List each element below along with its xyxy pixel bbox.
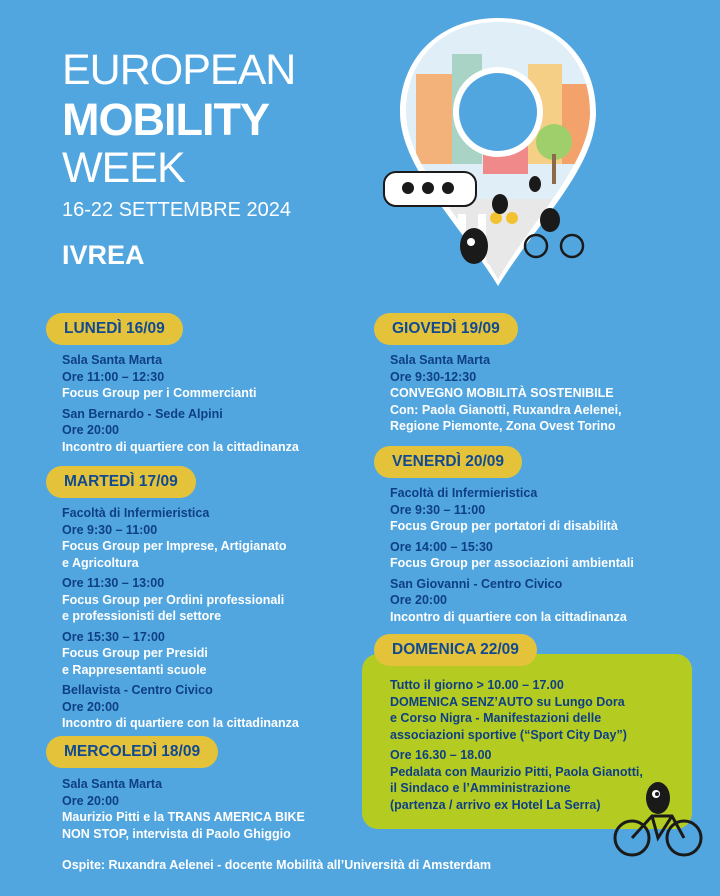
bicycle-mascot-illustration — [612, 776, 704, 860]
day-events-sunday — [390, 677, 643, 817]
event-description: Incontro di quartiere con la cittadinanza — [62, 716, 299, 730]
day-badge-sunday: DOMENICA 22/09 — [374, 634, 537, 666]
event-description: Focus Group per Ordini professionali — [62, 592, 285, 607]
event-time: Ore 11:30 – 13:00 — [62, 576, 165, 590]
event-description: Focus Group per i Commercianti — [62, 386, 257, 400]
event-time: Ore 14:00 – 15:30 — [390, 539, 493, 554]
event — [390, 539, 634, 572]
event — [390, 677, 643, 743]
event-description: il Sindaco e l’Amministrazione — [390, 781, 571, 795]
event — [62, 776, 305, 842]
event-location: Facoltà di Infermieristica — [62, 506, 210, 520]
event-description: Incontro di quartiere con la cittadinanza — [62, 439, 299, 454]
event-location: Sala Santa Marta — [62, 353, 163, 367]
event-description: Incontro di quartiere con la cittadinanza — [390, 609, 627, 624]
event — [62, 682, 299, 732]
day-badge-wednesday: MERCOLEDÌ 18/09 — [46, 736, 218, 768]
event — [62, 505, 299, 571]
event-location: Facoltà di Infermieristica — [390, 486, 538, 500]
event-description: associazioni sportive (“Sport City Day”) — [390, 727, 627, 742]
event-description: Regione Piemonte, Zona Ovest Torino — [390, 419, 616, 433]
event — [62, 352, 299, 402]
event-time: Tutto il giorno > 10.00 – 17.00 — [390, 678, 564, 692]
event — [62, 406, 299, 456]
event-location: San Bernardo - Sede Alpini — [62, 406, 223, 421]
title-mobility: MOBILITY — [62, 94, 269, 145]
event-description: CONVEGNO MOBILITÀ SOSTENIBILE — [390, 386, 614, 400]
event-time: Ore 9:30 – 11:00 — [390, 502, 486, 517]
day-badge-monday: LUNEDÌ 16/09 — [46, 313, 183, 345]
event — [390, 747, 643, 813]
event-description: Maurizio Pitti e la TRANS AMERICA BIKE — [62, 810, 305, 824]
event-description: Focus Group per Presidi — [62, 646, 208, 660]
event-description: DOMENICA SENZ’AUTO su Lungo Dora — [390, 694, 625, 709]
event-location: Bellavista - Centro Civico — [62, 683, 213, 697]
day-badge-tuesday: MARTEDÌ 17/09 — [46, 466, 196, 498]
event-time: Ore 20:00 — [62, 699, 119, 714]
event-time: Ore 20:00 — [390, 593, 447, 607]
title-week: WEEK — [62, 144, 185, 192]
footer-guest-note: Ospite: Ruxandra Aelenei - docente Mobilità all’Università di Amsterdam — [62, 858, 492, 872]
event-description: NON STOP, intervista di Paolo Ghiggio — [62, 826, 291, 841]
event-time: Ore 15:30 – 17:00 — [62, 629, 165, 644]
event — [390, 352, 622, 435]
title-european: EUROPEAN — [62, 46, 296, 94]
event-time: Ore 16.30 – 18.00 — [390, 748, 492, 762]
event-location: Sala Santa Marta — [62, 777, 163, 791]
city-name: IVREA — [62, 240, 145, 270]
event-description: e Rappresentanti scuole — [62, 662, 207, 677]
event — [390, 485, 634, 535]
day-events-thursday — [390, 352, 622, 439]
event-description: Focus Group per portatori di disabilità — [390, 519, 618, 533]
event-description: e Agricoltura — [62, 555, 139, 570]
event-time: Ore 11:00 – 12:30 — [62, 369, 165, 384]
event-description: Focus Group per Imprese, Artigianato — [62, 539, 287, 553]
event-location: San Giovanni - Centro Civico — [390, 576, 563, 591]
event-description: (partenza / arrivo ex Hotel La Serra) — [390, 797, 601, 812]
day-events-tuesday — [62, 505, 299, 736]
day-events-friday — [390, 485, 634, 629]
day-events-monday — [62, 352, 299, 459]
event-description: e professionisti del settore — [62, 609, 222, 623]
event-description: Pedalata con Maurizio Pitti, Paola Gianotti, — [390, 764, 643, 779]
event — [62, 629, 299, 679]
map-pin-city-illustration — [378, 14, 618, 299]
event-description: e Corso Nigra - Manifestazioni delle — [390, 711, 602, 725]
event-description: Focus Group per associazioni ambientali — [390, 556, 634, 570]
event-time: Ore 20:00 — [62, 793, 119, 808]
event-time: Ore 20:00 — [62, 423, 119, 437]
event-location: Sala Santa Marta — [390, 353, 491, 367]
day-badge-thursday: GIOVEDÌ 19/09 — [374, 313, 518, 345]
event-time: Ore 9:30-12:30 — [390, 369, 477, 384]
event — [390, 576, 634, 626]
day-badge-friday: VENERDÌ 20/09 — [374, 446, 522, 478]
event-description: Con: Paola Gianotti, Ruxandra Aelenei, — [390, 402, 622, 417]
event — [62, 575, 299, 625]
event-dates: 16-22 SETTEMBRE 2024 — [62, 199, 291, 221]
event-time: Ore 9:30 – 11:00 — [62, 522, 158, 537]
day-events-wednesday — [62, 776, 305, 846]
